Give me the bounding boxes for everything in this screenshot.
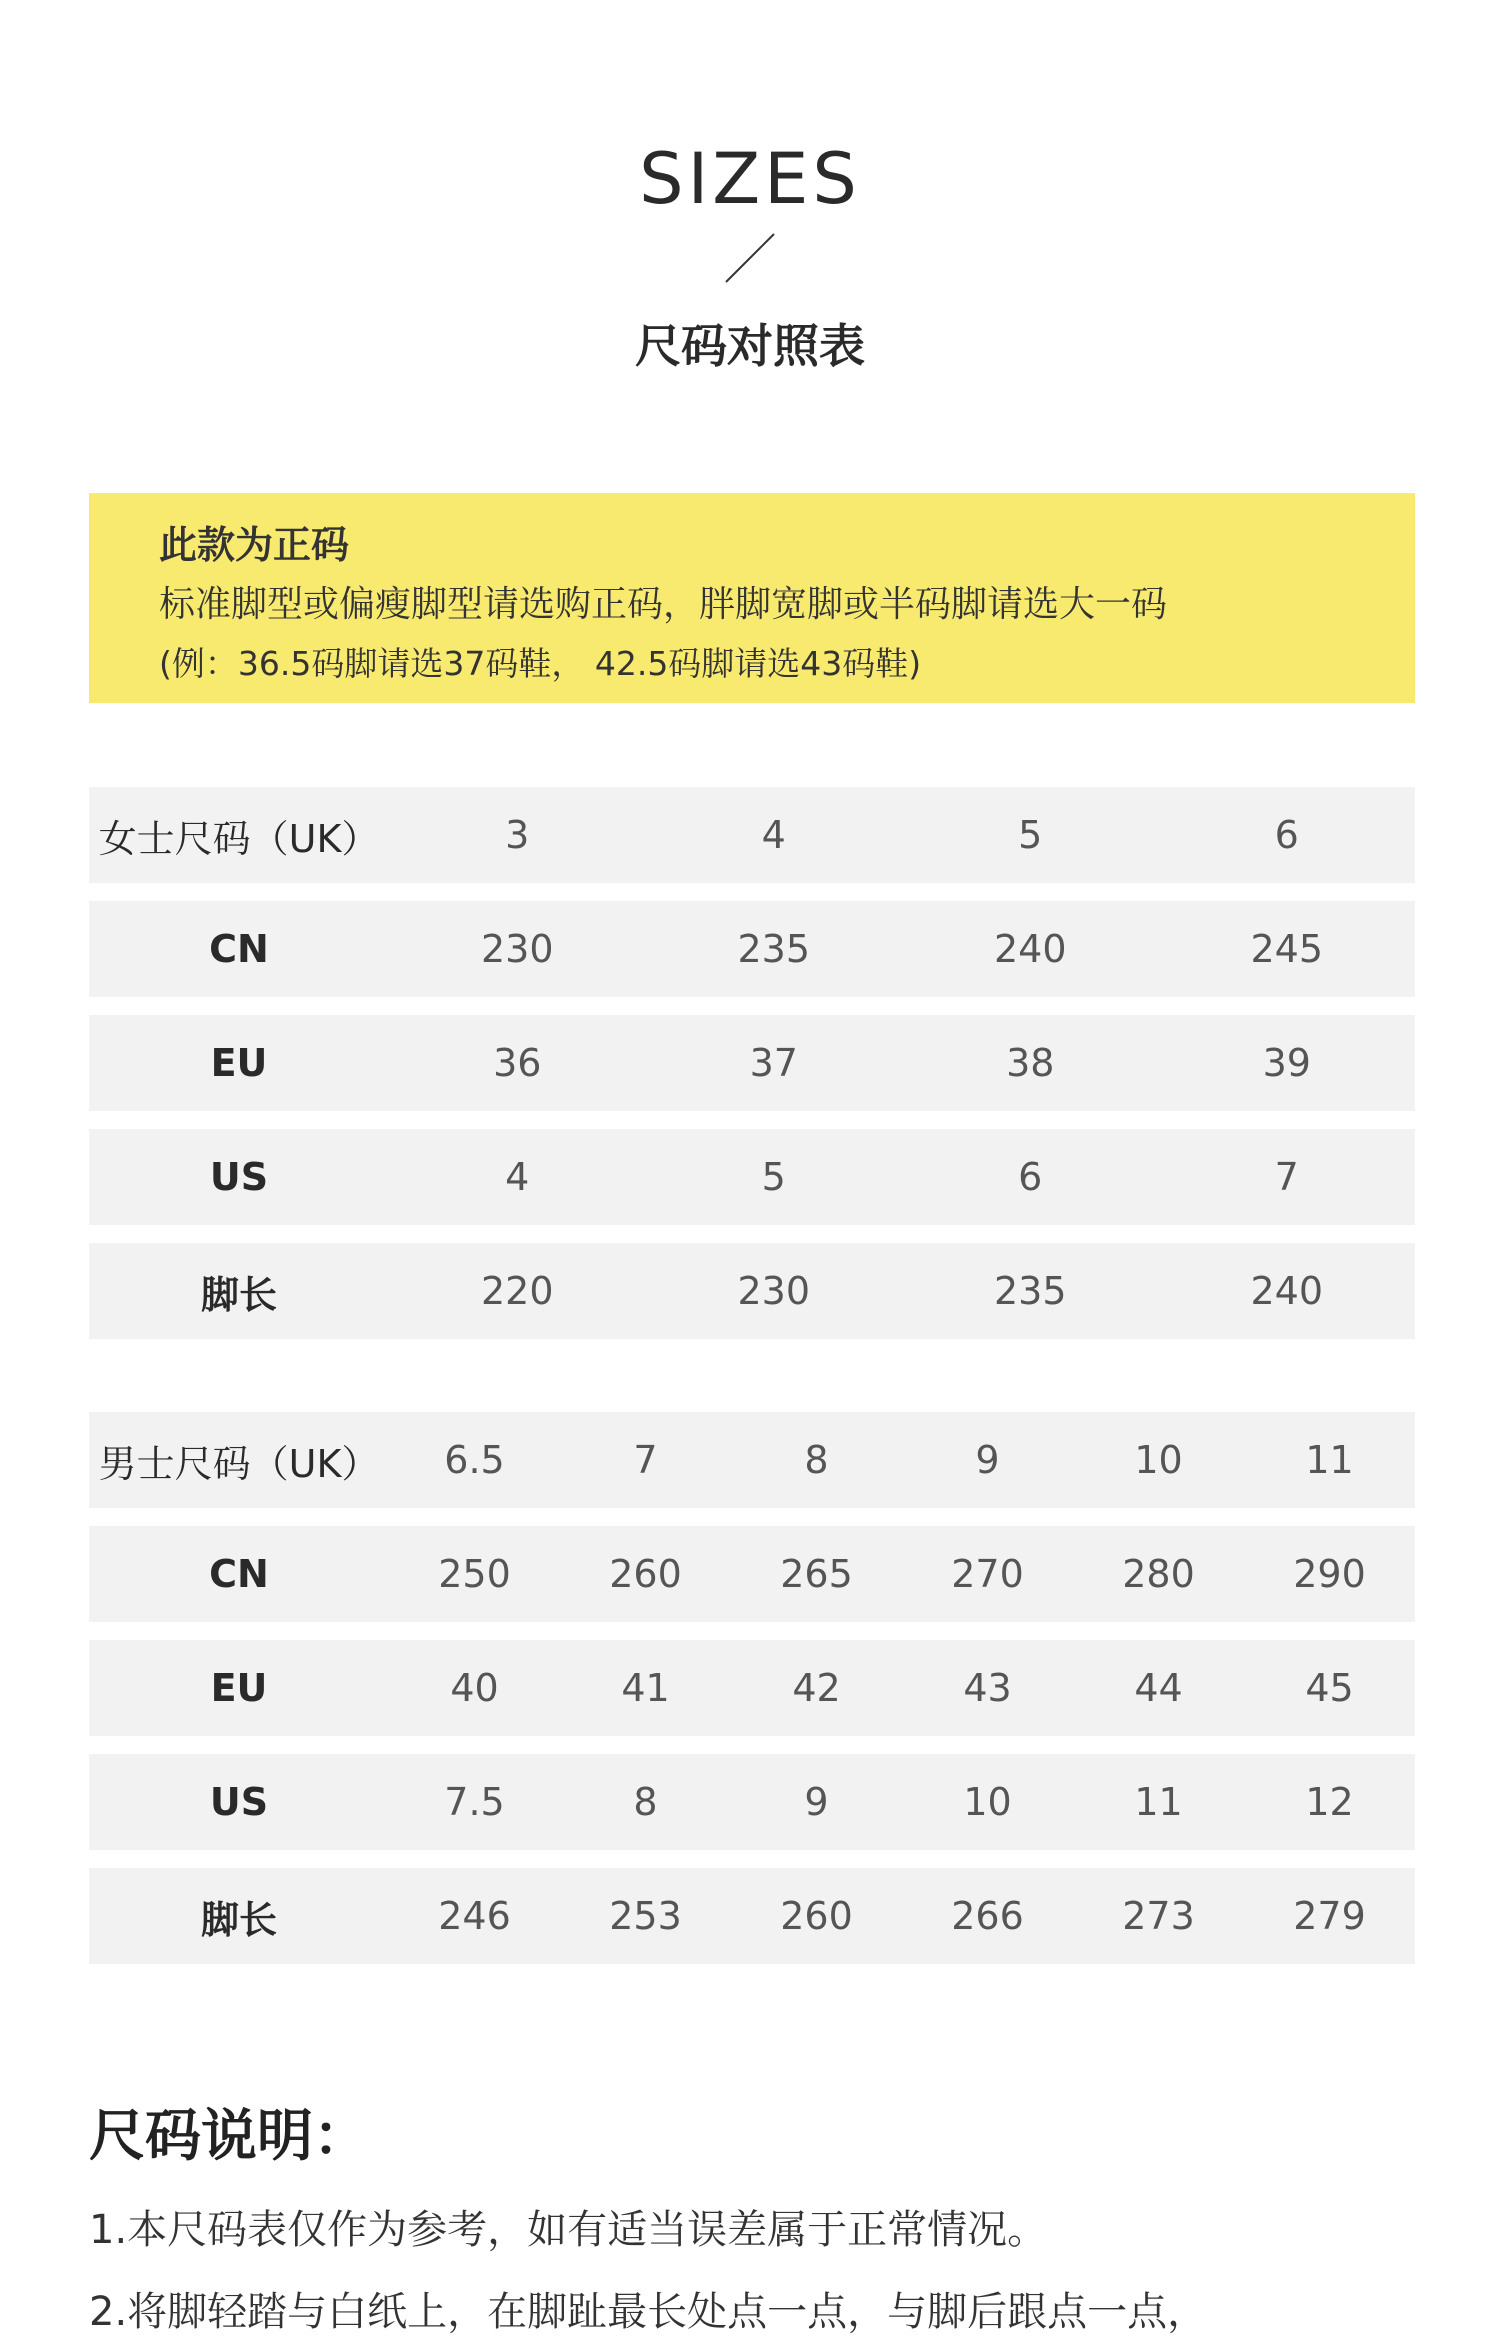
table-cell: 44 <box>1134 1666 1183 1710</box>
table-cell: 6.5 <box>444 1438 505 1482</box>
row-label: US <box>209 1155 269 1199</box>
row-label: EU <box>210 1666 268 1710</box>
table-row <box>89 1640 1415 1736</box>
fit-notice <box>89 493 1415 703</box>
table-cell: 5 <box>1018 813 1043 857</box>
table-cell: 270 <box>951 1552 1024 1596</box>
table-cell: 36 <box>493 1041 542 1085</box>
table-cell: 10 <box>1134 1438 1183 1482</box>
table-row <box>89 787 1415 883</box>
row-label: US <box>209 1780 269 1824</box>
table-row <box>89 1412 1415 1508</box>
notice-title: 此款为正码 <box>159 523 350 567</box>
men-header-label: 男士尺码（UK） <box>98 1441 380 1486</box>
table-cell: 4 <box>761 813 786 857</box>
table-cell: 5 <box>761 1155 786 1199</box>
table-cell: 246 <box>438 1894 511 1938</box>
table-cell: 7 <box>633 1438 658 1482</box>
row-label: CN <box>209 927 269 971</box>
table-cell: 11 <box>1134 1780 1183 1824</box>
table-cell: 8 <box>804 1438 829 1482</box>
table-cell: 245 <box>1250 927 1324 971</box>
table-cell: 10 <box>963 1780 1012 1824</box>
table-cell: 290 <box>1293 1552 1366 1596</box>
table-cell: 37 <box>749 1041 798 1085</box>
table-cell: 7 <box>1274 1155 1299 1199</box>
table-cell: 260 <box>780 1894 853 1938</box>
table-cell: 279 <box>1293 1894 1366 1938</box>
table-cell: 6 <box>1274 813 1299 857</box>
row-label: 脚长 <box>200 1897 277 1942</box>
row-label: 脚长 <box>200 1272 277 1317</box>
table-cell: 9 <box>804 1780 829 1824</box>
table-cell: 230 <box>737 1269 811 1313</box>
table-cell: 6 <box>1018 1155 1043 1199</box>
table-cell: 40 <box>450 1666 499 1710</box>
table-cell: 3 <box>505 813 530 857</box>
table-row <box>89 901 1415 997</box>
table-cell: 11 <box>1305 1438 1354 1482</box>
table-cell: 4 <box>505 1155 530 1199</box>
women-header-label: 女士尺码（UK） <box>98 816 380 861</box>
table-row <box>89 1015 1415 1111</box>
table-cell: 273 <box>1122 1894 1195 1938</box>
table-cell: 280 <box>1122 1552 1195 1596</box>
table-cell: 230 <box>480 927 554 971</box>
instruction-item: 2.将脚轻踏与白纸上，在脚趾最长处点一点，与脚后跟点一点， <box>89 2289 1208 2335</box>
table-row <box>89 1868 1415 1964</box>
table-cell: 38 <box>1006 1041 1055 1085</box>
table-row <box>89 1243 1415 1339</box>
row-label: EU <box>210 1041 268 1085</box>
table-cell: 43 <box>963 1666 1012 1710</box>
table-cell: 250 <box>438 1552 511 1596</box>
table-cell: 45 <box>1305 1666 1354 1710</box>
page-title: SIZES <box>639 138 861 220</box>
notice-text: 标准脚型或偏瘦脚型请选购正码，胖脚宽脚或半码脚请选大一码 <box>159 584 1168 625</box>
instruction-item: 1.本尺码表仅作为参考，如有适当误差属于正常情况。 <box>89 2207 1048 2253</box>
table-cell: 41 <box>621 1666 670 1710</box>
table-cell: 9 <box>975 1438 1000 1482</box>
table-cell: 42 <box>792 1666 841 1710</box>
notice-example: (例：36.5码脚请选37码鞋， 42.5码脚请选43码鞋) <box>159 644 922 683</box>
table-cell: 253 <box>609 1894 682 1938</box>
table-cell: 12 <box>1305 1780 1354 1824</box>
table-cell: 235 <box>993 1269 1067 1313</box>
divider-slash-icon <box>724 232 776 284</box>
table-cell: 39 <box>1262 1041 1311 1085</box>
table-cell: 260 <box>609 1552 682 1596</box>
page-subtitle: 尺码对照表 <box>635 319 865 373</box>
table-cell: 240 <box>993 927 1067 971</box>
instructions-title: 尺码说明： <box>89 2104 369 2169</box>
table-cell: 240 <box>1250 1269 1324 1313</box>
table-cell: 266 <box>951 1894 1024 1938</box>
table-cell: 235 <box>737 927 811 971</box>
table-cell: 265 <box>780 1552 853 1596</box>
table-row <box>89 1754 1415 1850</box>
table-row <box>89 1129 1415 1225</box>
table-row <box>89 1526 1415 1622</box>
table-cell: 220 <box>480 1269 554 1313</box>
table-cell: 7.5 <box>444 1780 505 1824</box>
row-label: CN <box>209 1552 269 1596</box>
table-cell: 8 <box>633 1780 658 1824</box>
